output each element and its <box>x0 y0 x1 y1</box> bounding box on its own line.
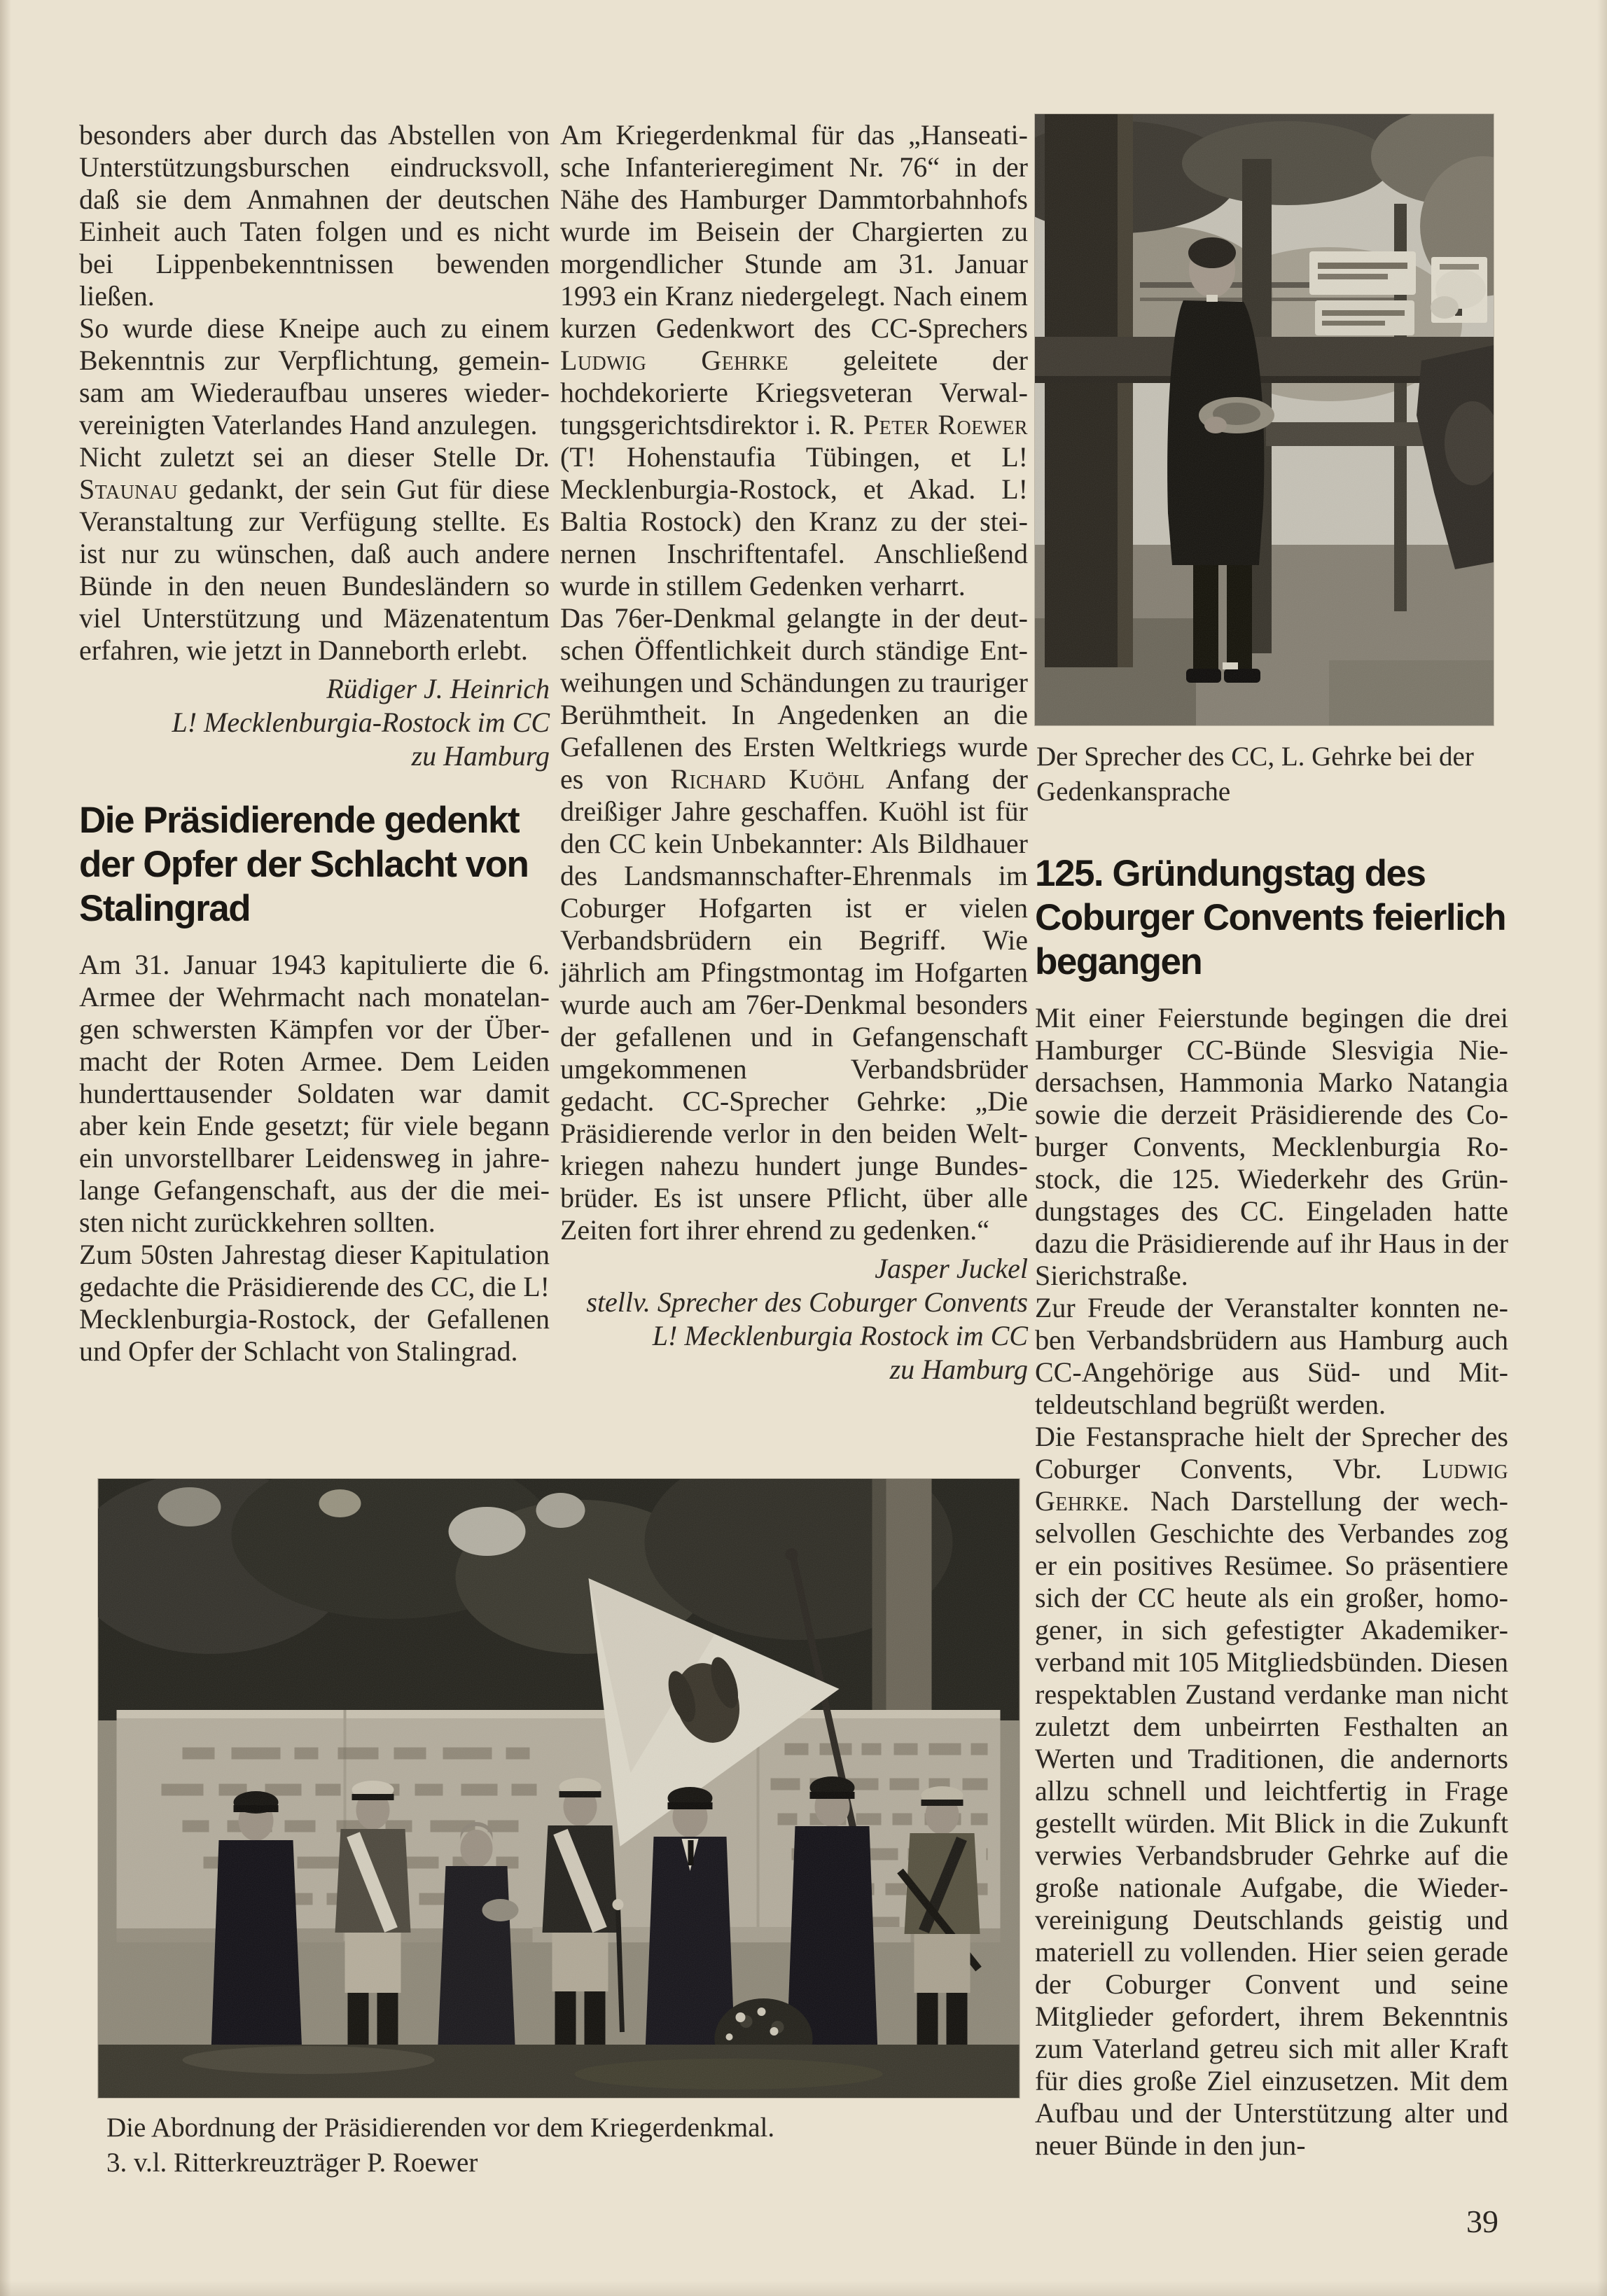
photo-speech <box>1035 114 1494 725</box>
paragraph: Zur Freude der Veranstalter konnten neben Verbandsbrüdern aus Hamburg auch CC-Angehörige aus Süd- und Mitteldeutschland begrüßt werden. <box>1035 1292 1508 1420</box>
author-signature <box>79 672 550 773</box>
paragraph: So wurde diese Kneipe auch zu einem Bekenntnis zur Verpflichtung, gemeinsam am Wiederaufbau unseres wiedervereinigten Vaterlandes Hand anzulegen. <box>79 312 550 440</box>
paragraph: Die Festansprache hielt der Sprecher des Coburger Convents, Vbr. Ludwig Gehrke. Nach Darstellung der wechselvollen Geschichte des Verbandes zog er ein positives Resümee. So präsentiere sich der CC heute als ein großer, homogener, in sich gefestigter Akademikerverband mit 105 Mitgliedsbünden. Diesen respektablen Zustand verdanke man nicht zuletzt dem unbeirrten Festhalten an Werten und Traditionen, die andernorts allzu schnell und leichtfertig in Frage gestellt würden. Mit Blick in die Zukunft verwies Verbandsbruder Gehrke auf die große nationale Aufgabe, die Wiedervereinigung Deutschlands geistig und materiell zu vollenden. Hier seien gerade der Coburger Convent und seine Mitglieder gefordert, ihrem Bekenntnis zum Vaterland getreu sich mit aller Kraft für dies große Ziel einzusetzen. Mit dem Aufbau und der Unterstützung alter und neuer Bünde in den jun- <box>1035 1421 1508 2161</box>
paragraph: besonders aber durch das Abstellen von Unterstützungsburschen eindrucksvoll, daß sie dem Anmahnen der deutschen Einheit auch Taten folgen und es nicht bei Lippenbekenntnissen bewenden ließen. <box>79 119 550 312</box>
column-right <box>1035 851 1508 2162</box>
paragraph: Mit einer Feierstunde begingen die drei Hamburger CC-Bünde Slesvigia Niedersachsen, Hammonia Marko Natangia sowie die derzeit Präsidierende des Coburger Convents, Mecklenburgia Rostock, die 125. Wiederkehr des Gründungstages des CC. Eingeladen hatte dazu die Präsidierende auf ihr Haus in der Sierichstraße. <box>1035 1002 1508 1291</box>
signature-line: Jasper Juckel <box>875 1253 1028 1284</box>
speech-photo-illustration <box>1035 114 1494 725</box>
article-title-stalingrad: Die Präsidierende gedenkt der Opfer der Schlacht von Stalingrad <box>79 800 529 929</box>
caption-line: 3. v.l. Ritterkreuzträger P. Roewer <box>106 2148 478 2178</box>
signature-line: L! Mecklenburgia Rostock im CC <box>652 1320 1028 1351</box>
paragraph: Am Kriegerdenkmal für das „Hanseatische Infanterieregiment Nr. 76“ in der Nähe des Hamburger Dammtorbahnhofs wurde im Beisein der Chargierten zu morgendlicher Stunde am 31. Januar 1993 ein Kranz niedergelegt. Nach einem kurzen Gedenkwort des CC-Sprechers Ludwig Gehrke geleitete der hochdekorierte Kriegsveteran Verwaltungsgerichtsdirektor i. R. Peter Roewer (T! Hohenstaufia Tübingen, et L! Mecklenburgia-Rostock, et Akad. L! Baltia Rostock) den Kranz zu der steinernen Inschriftentafel. Anschließend wurde in stillem Gedenken verharrt. <box>560 119 1029 601</box>
photo-caption-speech: Der Sprecher des CC, L. Gehrke bei der Gedenkansprache <box>1036 742 1474 807</box>
page-number: 39 <box>1466 2204 1498 2239</box>
photo-caption-memorial <box>106 2110 1024 2180</box>
paragraph: Nicht zuletzt sei an dieser Stelle Dr. Staunau gedankt, der sein Gut für diese Veranstaltung zur Verfügung stellte. Es ist nur zu wünschen, daß auch andere Bünde in den neuen Bundesländern so viel Unterstützung und Mäzenatentum erfahren, wie jetzt in Danneborth erlebt. <box>79 441 550 666</box>
paragraph: Am 31. Januar 1943 kapitulierte die 6. Armee der Wehrmacht nach monatelangen schwersten Kämpfen vor der Übermacht der Roten Armee. Dem Leiden hunderttausender Soldaten war damit aber kein Ende gesetzt; für viele begann ein unvorstellbarer Leidensweg in jahrelange Gefangenschaft, aus der die meisten nicht zurückkehren sollten. <box>79 949 550 1238</box>
caption-line: Die Abordnung der Präsidierenden vor dem Kriegerdenkmal. <box>106 2113 775 2143</box>
article-title-gruendungstag: 125. Gründungstag des Coburger Convents feierlich begangen <box>1035 853 1506 982</box>
paragraph: Das 76er-Denkmal gelangte in der deutschen Öffentlichkeit durch ständige Entweihungen und Schändungen zu trauriger Berühmtheit. In Angedenken an die Gefallenen des Ersten Weltkriegs wurde es von Richard Kuöhl Anfang der dreißiger Jahre geschaffen. Kuöhl ist für den CC kein Unbekannter: Als Bildhauer des Landsmannschafter-Ehrenmals im Coburger Hofgarten ist er vielen Verbandsbrüdern ein Begriff. Wie jährlich am Pfingstmontag im Hofgarten wurde auch am 76er-Denkmal besonders der gefallenen und in Gefangenschaft umgekommenen Verbandsbrüder gedacht. CC-Sprecher Gehrke: „Die Präsidierende verlor in den beiden Weltkriegen nahezu hundert junge Bundesbrüder. Es ist unsere Pflicht, über alle Zeiten fort ihrer ehrend zu gedenken.“ <box>560 602 1029 1246</box>
column-left <box>79 119 550 1368</box>
author-signature <box>560 1252 1028 1386</box>
signature-line: zu Hamburg <box>889 1354 1028 1385</box>
column-middle <box>560 119 1028 1386</box>
signature-line: L! Mecklenburgia-Rostock im CC <box>172 707 550 738</box>
signature-line: zu Hamburg <box>411 740 550 772</box>
signature-line: stellv. Sprecher des Coburger Convents <box>586 1286 1028 1318</box>
photo-memorial <box>98 1479 1020 2098</box>
paragraph: Zum 50sten Jahrestag dieser Kapitulation gedachte die Präsidierende des CC, die L! Mecklenburgia-Rostock, der Gefallenen und Opfer der Schlacht von Stalingrad. <box>79 1239 550 1367</box>
memorial-photo-illustration <box>98 1479 1020 2098</box>
signature-line: Rüdiger J. Heinrich <box>326 673 550 704</box>
